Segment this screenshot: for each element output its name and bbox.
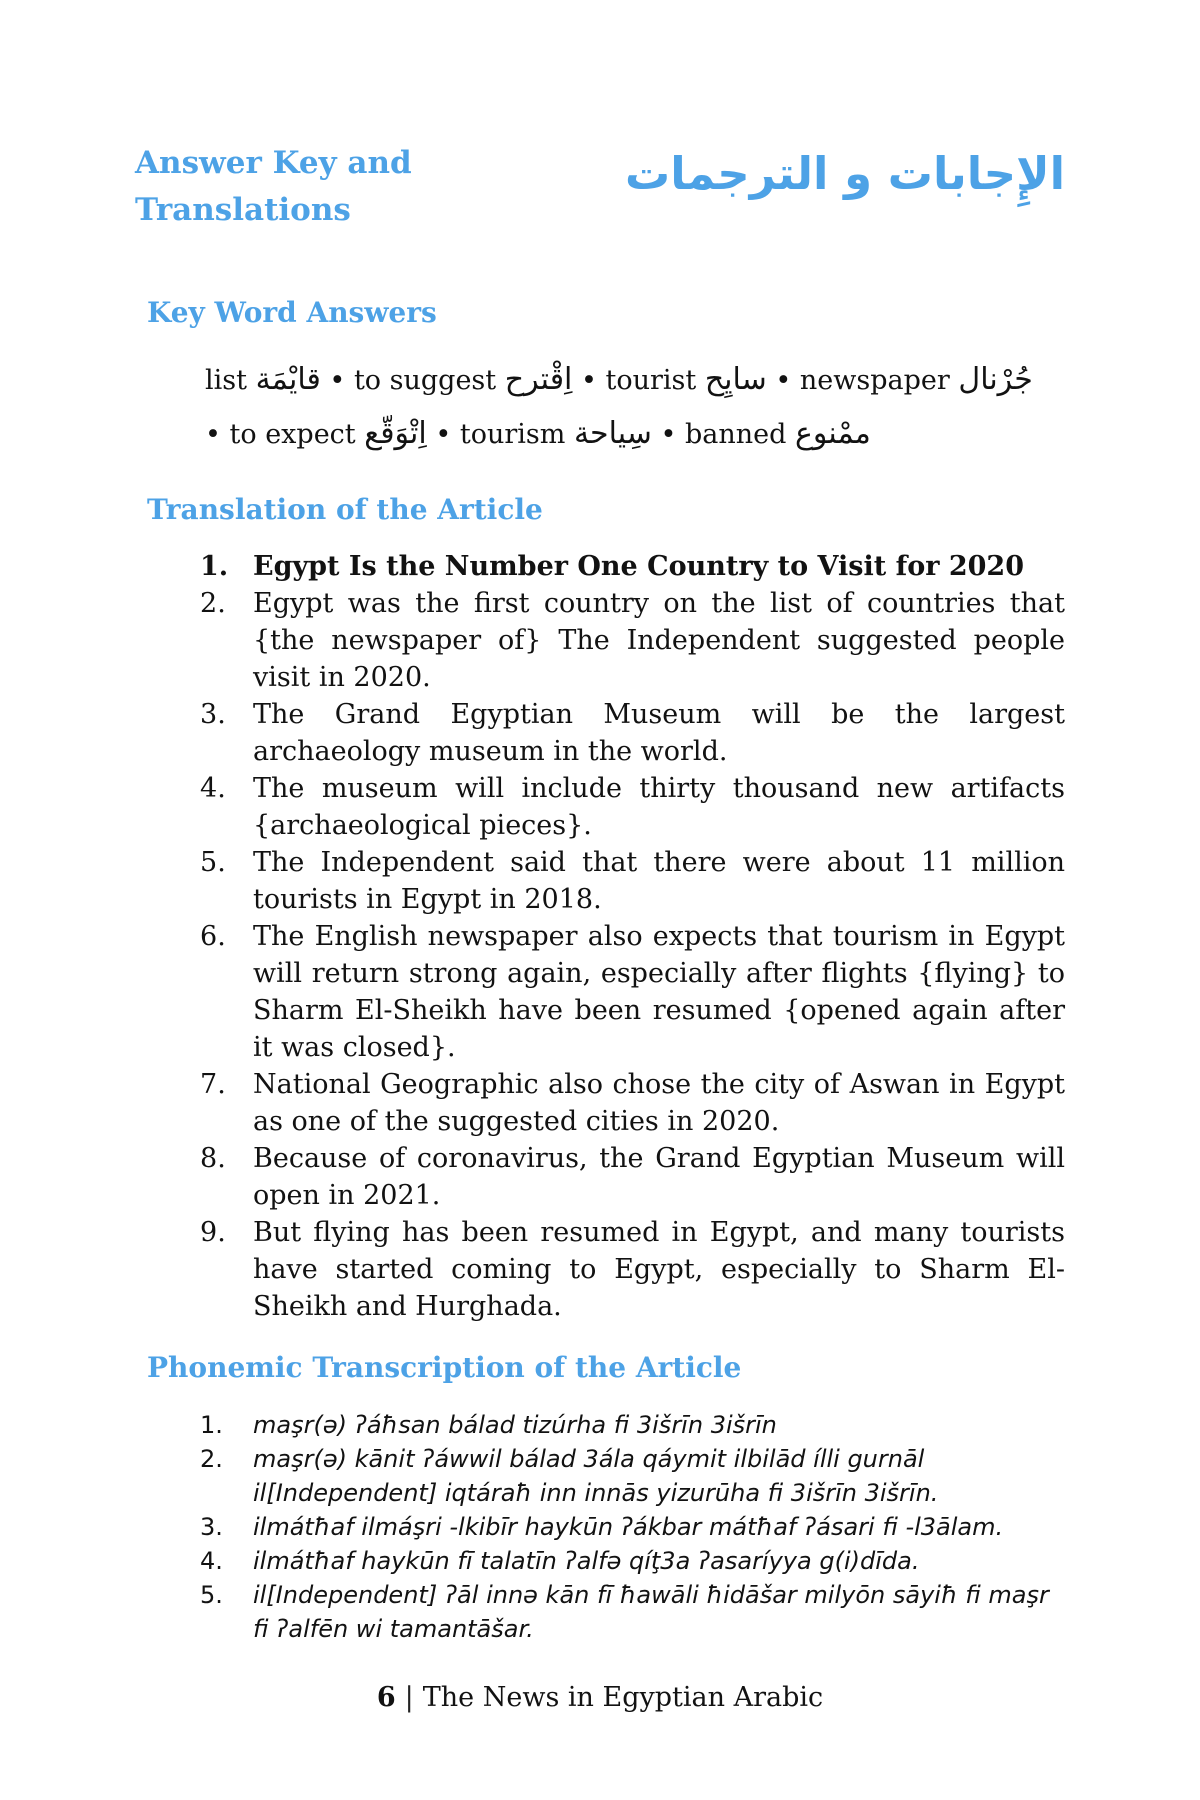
keyword-arabic: قايْمَة (255, 362, 321, 397)
keyword-english: list (205, 365, 247, 396)
keyword-separator: • (426, 419, 460, 450)
translation-item: But flying has been resumed in Egypt, and many tourists have started coming to Egypt, especially to Sharm El-Sheikh and Hurghada. (253, 1217, 1065, 1322)
keyword-separator: • (205, 419, 230, 450)
keyword-english: newspaper (799, 365, 950, 396)
phonemic-list (135, 1408, 1065, 1646)
keyword-arabic: سايِح (704, 362, 767, 397)
keyword-separator: • (766, 365, 800, 396)
page-title-arabic: الإِجابات و الترجمات (625, 147, 1065, 200)
key-word-answers-heading: Key Word Answers (147, 296, 437, 329)
translation-list (135, 548, 1065, 1325)
translation-item: Because of coronavirus, the Grand Egyptian Museum will open in 2021. (253, 1143, 1065, 1211)
translation-item: The Independent said that there were about 11 million tourists in Egypt in 2018. (253, 847, 1065, 915)
keyword-english: tourism (459, 419, 566, 450)
phonemic-section (135, 1351, 1065, 1646)
keyword-separator: • (651, 419, 685, 450)
keyword-english: banned (685, 419, 787, 450)
translation-section (135, 493, 1065, 1325)
keyword-arabic: جُرْنال (958, 362, 1033, 397)
translation-heading: Translation of the Article (147, 493, 543, 526)
page-footer (135, 1682, 1065, 1713)
keyword-separator: • (320, 365, 354, 396)
keyword-english: tourist (605, 365, 697, 396)
translation-item: National Geographic also chose the city of Aswan in Egypt as one of the suggested cities in 2020. (253, 1069, 1065, 1137)
phonemic-item: maşr(ə) ʔáħsan bálad tizúrha fi 3išrīn 3išrīn (253, 1411, 777, 1439)
phonemic-item: ilmátħaf ilmáşri -lkibīr haykūn ʔákbar mátħaf ʔásari fi -l3ālam. (253, 1513, 1004, 1541)
page-number: 6 (376, 1682, 396, 1713)
keyword-arabic: سِياحة (573, 416, 652, 451)
phonemic-item: il[Independent] ʔāl innə kān fī ħawāli ħidāšar milyōn sāyiħ fi maşr fi ʔalfēn wi tamantāšar. (253, 1581, 1049, 1643)
keyword-english: to suggest (353, 365, 497, 396)
keyword-arabic: ممْنوع (795, 416, 871, 451)
book-title: The News in Egyptian Arabic (422, 1682, 824, 1713)
translation-item: Egypt Is the Number One Country to Visit for 2020 (253, 551, 1024, 582)
phonemic-item: maşr(ə) kānit ʔáwwil bálad 3ála qáymit ilbilād ílli gurnāl il[Independent] iqtáraħ inn innās yizurūha fi 3išrīn 3išrīn. (253, 1445, 939, 1507)
keyword-english: to expect (229, 419, 356, 450)
keyword-arabic: اِتْوَقّع (364, 416, 427, 451)
key-word-answers-section (135, 296, 1065, 461)
page-header (135, 140, 1065, 234)
translation-item: The English newspaper also expects that tourism in Egypt will return strong again, especially after flights {flying} to Sharm El-Sheikh have been resumed {opened again after it was closed}. (253, 921, 1065, 1063)
translation-item: The museum will include thirty thousand new artifacts {archaeological pieces}. (253, 773, 1065, 841)
translation-item: Egypt was the first country on the list of countries that {the newspaper of} The Independent suggested people visit in 2020. (253, 588, 1065, 693)
page-title-english: Answer Key and Translations (135, 145, 412, 228)
keyword-separator: • (572, 365, 606, 396)
keyword-arabic: اِقْترح (504, 362, 573, 397)
key-word-list (205, 353, 1037, 461)
phonemic-item: ilmátħaf haykūn fī talatīn ʔalfə qíţ3a ʔasaríyya g(i)dīda. (253, 1547, 920, 1575)
translation-item: The Grand Egyptian Museum will be the largest archaeology museum in the world. (253, 699, 1065, 767)
phonemic-heading: Phonemic Transcription of the Article (147, 1351, 742, 1384)
footer-separator: | (404, 1682, 414, 1713)
